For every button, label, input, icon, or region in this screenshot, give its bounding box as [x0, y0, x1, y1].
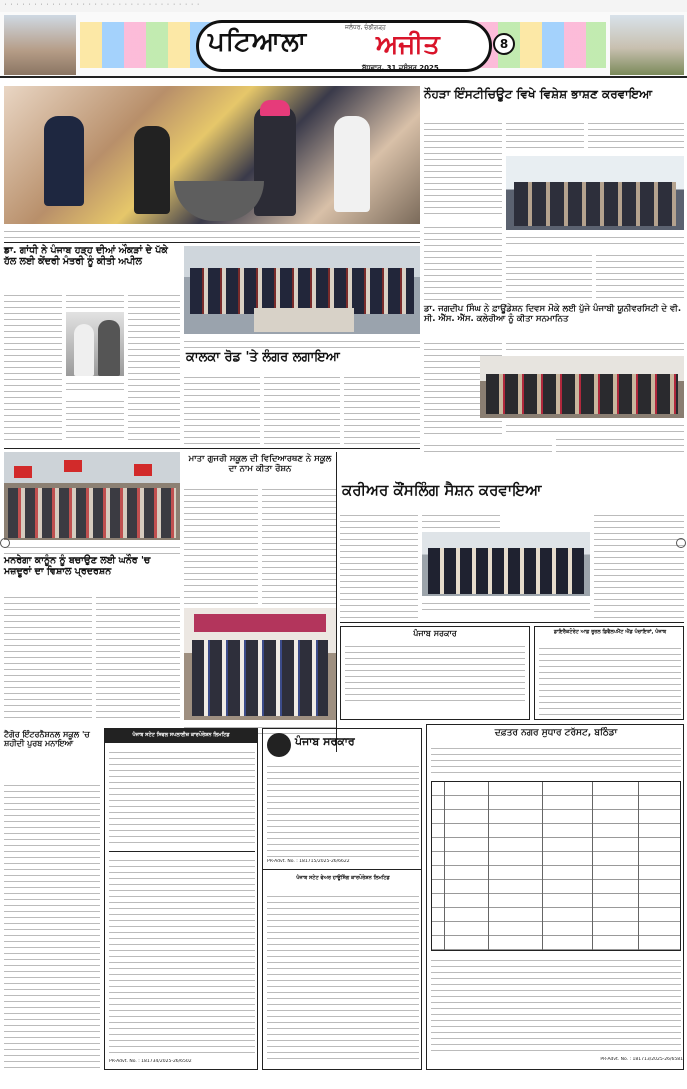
registration-mark-left	[0, 538, 10, 548]
lead-story-text-col3b	[596, 250, 684, 302]
gandhi-photo-caption	[66, 378, 124, 394]
warehousing-advt-no: PR-Advt. No. : 181715/2025-26/6622	[267, 859, 350, 864]
edition-date: ਬੁੱਧਵਾਰ, 31 ਦਸੰਬਰ 2025	[362, 64, 439, 72]
photo-figure	[134, 126, 170, 214]
warehousing-ad	[262, 728, 422, 1070]
vc-photo	[480, 356, 684, 418]
vc-story-text-col2b	[424, 440, 552, 456]
career-story-text-col1	[340, 510, 418, 620]
notice-divider	[263, 869, 421, 870]
print-info-text: · · · · · · · · · · · · · · · · · · · · · · · · · · · · · · · · ·	[4, 2, 200, 8]
photo-caption	[4, 226, 420, 239]
langar-story-text-col2	[264, 372, 340, 444]
notice-divider	[109, 851, 255, 852]
vc-story-text-col3b	[556, 434, 684, 456]
mnrega-protest-photo	[4, 452, 180, 540]
langar-story-text-col1	[184, 372, 260, 444]
photo-cauldron	[174, 181, 264, 221]
gandhi-story-text-col3	[128, 290, 180, 442]
civil-supplies-advt-no: PR-Advt. No. : 181734/2025-26/6502	[109, 1059, 192, 1064]
lead-photo-caption	[506, 232, 684, 246]
photo-group-row	[8, 488, 176, 538]
photo-group-row	[486, 374, 678, 414]
punjab-govt-logo	[267, 733, 291, 757]
civil-supplies-ad	[104, 728, 258, 1070]
punjab-govt-brand: ਪੰਜਾਬ ਸਰਕਾਰ	[295, 735, 355, 748]
divider	[4, 448, 420, 449]
langar-story-text-col3	[344, 372, 420, 444]
mnrega-story-text-col2	[96, 592, 180, 720]
govt-notice-body	[345, 641, 525, 705]
langar-service-photo	[4, 86, 420, 224]
gandhi-story-text-col2	[66, 290, 124, 310]
table-column-rule	[542, 782, 543, 950]
rural-dev-body	[539, 643, 681, 715]
lead-story-text-col3	[588, 118, 684, 152]
photo-figure	[44, 116, 84, 206]
langar-photo-caption	[184, 336, 420, 349]
improvement-trust-terms	[431, 955, 681, 1051]
govt-notice-label: ਪੰਜਾਬ ਸਰਕਾਰ	[413, 629, 457, 638]
improvement-trust-ad	[426, 724, 684, 1070]
photo-banner	[194, 614, 326, 632]
mnrega-story-text-col1	[4, 592, 92, 720]
table-column-rule	[488, 782, 489, 950]
warehousing-title: ਪੰਜਾਬ ਸਟੇਟ ਵੇਅਰ ਹਾਊਸਿੰਗ ਕਾਰਪੋਰੇਸ਼ਨ ਲਿਮਟਿਡ	[296, 875, 390, 881]
photo-group-row	[192, 640, 328, 716]
tender-table	[431, 781, 681, 951]
improvement-trust-title: ਦਫ਼ਤਰ ਨਗਰ ਸੁਧਾਰ ਟਰੱਸਟ, ਬਠਿੰਡਾ	[494, 728, 618, 738]
divider	[340, 622, 684, 623]
photo-flag	[14, 466, 32, 478]
warehousing-body	[267, 891, 419, 1063]
civil-supplies-body-2	[109, 855, 255, 1055]
registration-mark-right	[676, 538, 686, 548]
divider	[4, 242, 420, 243]
warehousing-tender-body	[267, 761, 419, 857]
photo-turban	[260, 100, 290, 116]
page-number: 8	[493, 33, 515, 55]
vc-headline: ਡਾ. ਜਗਦੀਪ ਸਿੰਘ ਨੇ ਫ਼ਾਊਂਡੇਸ਼ਨ ਦਿਵਸ ਮੌਕੇ ਲਈ ਪੁੱਜੇ ਪੰਜਾਬੀ ਯੂਨੀਵਰਸਿਟੀ ਦੇ ਵੀ. ਸੀ. ਐੱਸ. ਐੱਸ. ਕਲੇਰੀਆ ਨੂੰ ਕੀਤਾ ਸਨਮਾਨਿਤ	[424, 304, 682, 324]
career-headline: ਕਰੀਅਰ ਕੌਂਸਲਿੰਗ ਸੈਸ਼ਨ ਕਰਵਾਇਆ	[342, 481, 542, 499]
civil-supplies-body	[109, 747, 255, 847]
lead-story-photo	[506, 156, 684, 230]
table-column-rule	[444, 782, 445, 950]
school-story-text-col2	[262, 484, 336, 604]
masthead-photo-right	[610, 15, 684, 75]
lead-story-text-col2b	[506, 250, 592, 302]
photo-group-row	[428, 548, 584, 594]
vc-photo-caption	[506, 420, 684, 432]
photo-group-row	[514, 182, 676, 226]
tagore-story-text	[4, 780, 100, 1070]
lead-story-text-col2	[506, 118, 584, 152]
gandhi-story-text-col2b	[66, 396, 124, 442]
career-story-text-col2	[422, 510, 500, 530]
rural-dev-title: ਡਾਇਰੈਕਟੋਰੇਟ ਆਫ਼ ਰੂਰਲ ਡਿਵੈਲਪਮੈਂਟ ਐਂਡ ਪੰਚਾਇਤਾਂ, ਪੰਜਾਬ	[553, 629, 667, 635]
mnrega-headline: ਮਨਰੇਗਾ ਕਾਨੂੰਨ ਨੂੰ ਬਚਾਉਣ ਲਈ ਘਨੌਰ 'ਚ ਮਜ਼ਦੂਰਾਂ ਦਾ ਵਿਸ਼ਾਲ ਪ੍ਰਦਰਸ਼ਨ	[4, 555, 151, 577]
improvement-trust-intro	[431, 743, 681, 777]
photo-figure	[334, 116, 370, 212]
lead-story-text-col1	[424, 118, 502, 218]
lead-story-text-col1b	[424, 222, 502, 302]
mnrega-photo-caption	[4, 542, 180, 554]
edition-city: ਪਟਿਆਲਾ	[208, 27, 308, 57]
photo-flag	[64, 460, 82, 472]
photo-figure	[98, 320, 120, 376]
career-photo-caption	[422, 598, 590, 610]
gandhi-story-text-col1	[4, 290, 62, 442]
gandhi-photo	[66, 312, 124, 376]
table-column-rule	[592, 782, 593, 950]
divider	[336, 452, 337, 752]
photo-figure	[74, 324, 94, 376]
govt-notice-small	[340, 626, 530, 720]
career-session-photo	[422, 532, 590, 596]
edition-subtitle: ਜਲੰਧਰ, ਚੰਡੀਗੜ੍ਹ	[345, 24, 386, 31]
school-award-photo	[184, 608, 336, 720]
print-info-strip	[0, 0, 687, 12]
vc-story-text-col2	[506, 338, 684, 354]
civil-supplies-title: ਪੰਜਾਬ ਸਟੇਟ ਸਿਵਲ ਸਪਲਾਈਜ਼ ਕਾਰਪੋਰੇਸ਼ਨ ਲਿਮਟਿਡ	[132, 732, 230, 738]
masthead-photo-left	[4, 15, 76, 75]
gandhi-headline: ਡਾ. ਗਾਂਧੀ ਨੇ ਪੰਜਾਬ ਹੜ੍ਹ ਦੀਆਂ ਔਕੜਾਂ ਦੇ ਪੱਕੇ ਹੱਲ ਲਈ ਕੇਂਦਰੀ ਮੰਤਰੀ ਨੂੰ ਕੀਤੀ ਅਪੀਲ	[4, 245, 168, 267]
photo-flag	[134, 464, 152, 476]
langar-headline: ਕਾਲਕਾ ਰੋਡ 'ਤੇ ਲੰਗਰ ਲਗਾਇਆ	[186, 350, 340, 365]
career-story-text-col3	[594, 510, 684, 620]
school-story-text-col1	[184, 484, 258, 604]
table-column-rule	[638, 782, 639, 950]
lead-headline: ਨੌਹੜਾ ਇੰਸਟੀਚਿਊਟ ਵਿਖੇ ਵਿਸ਼ੇਸ਼ ਭਾਸ਼ਣ ਕਰਵਾਇਆ	[424, 87, 653, 101]
tagore-headline: ਟੈਗੋਰ ਇੰਟਰਨੈਸ਼ਨਲ ਸਕੂਲ 'ਚ ਸ਼ਹੀਦੀ ਪੁਰਬ ਮਨਾਇਆ	[4, 730, 90, 749]
photo-table	[254, 308, 354, 332]
school-headline: ਮਾਤਾ ਗੁਜਰੀ ਸਕੂਲ ਦੀ ਵਿਦਿਆਰਥਣ ਨੇ ਸਕੂਲ ਦਾ ਨਾਮ ਕੀਤਾ ਰੌਸ਼ਨ	[188, 454, 332, 474]
rural-dev-notice	[534, 626, 684, 720]
newspaper-brand: ਅਜੀਤ	[376, 30, 440, 60]
photo-figure	[254, 106, 296, 216]
langar-group-photo	[184, 246, 420, 334]
improvement-trust-advt-no: PR-Advt. No. : 181713/2025-26/6581	[600, 1057, 683, 1062]
